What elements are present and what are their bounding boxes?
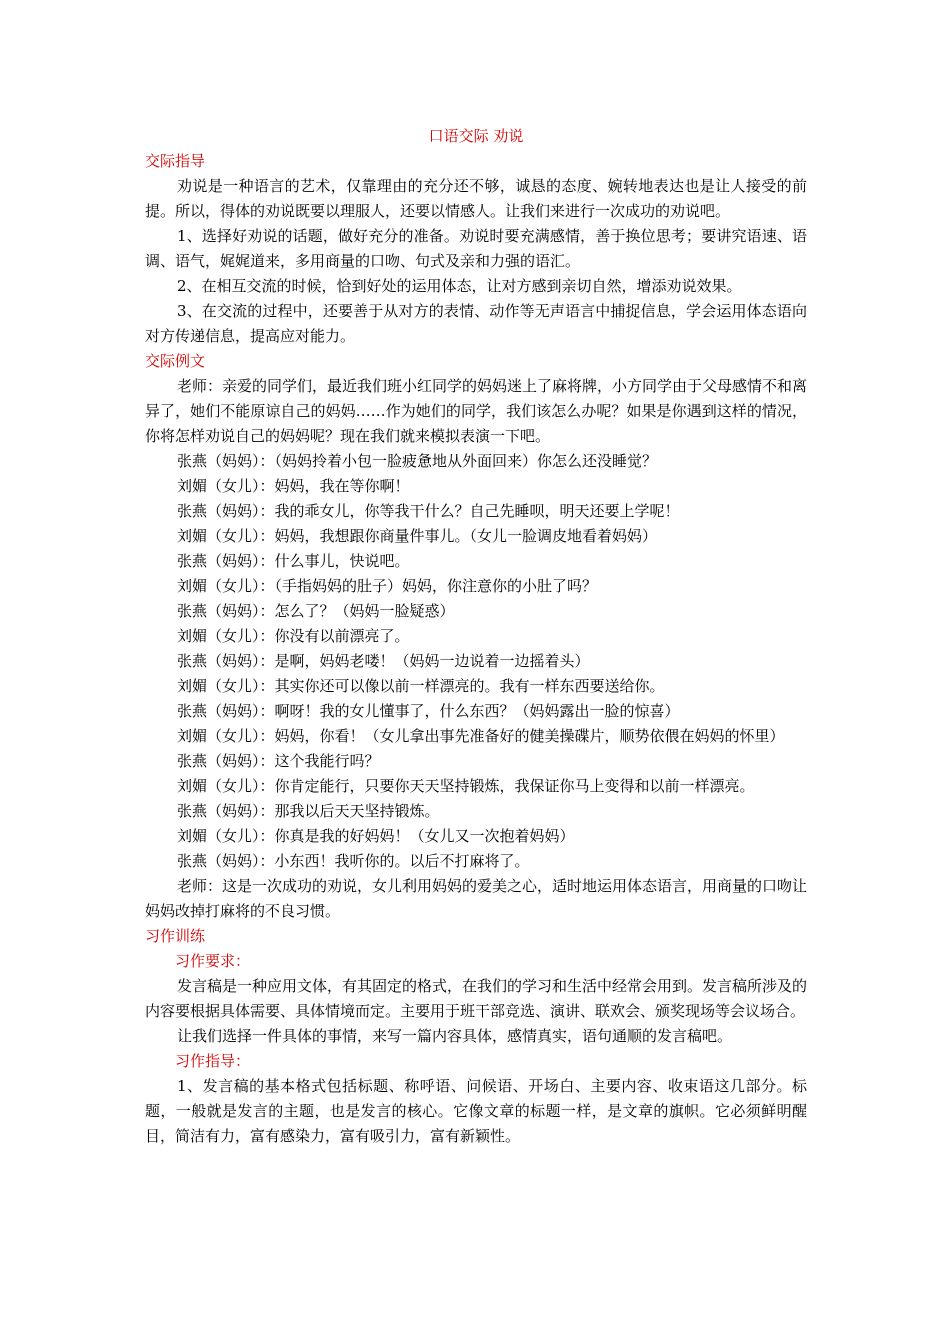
document-title: 口语交际 劝说 (428, 127, 524, 145)
dialogue-line: 张燕（妈妈）：怎么了？（妈妈一脸疑惑） (177, 602, 455, 620)
section-heading-writing: 习作训练 (145, 927, 206, 945)
document-page (145, 124, 807, 1149)
paragraph: 让我们选择一件具体的事情，来写一篇内容具体，感情真实，语句通顺的发言稿吧。 (177, 1027, 733, 1045)
teacher-conclusion: 老师：这是一次成功的劝说，女儿利用妈妈的爱美之心，适时地运用体态语言，用商量的口吻让妈妈改掉打麻将的不良习惯。 (145, 877, 808, 920)
dialogue-line: 张燕（妈妈）：（妈妈拎着小包一脸疲惫地从外面回来）你怎么还没睡觉？ (177, 452, 658, 470)
dialogue-line: 张燕（妈妈）：小东西！我听你的。以后不打麻将了。 (177, 852, 530, 870)
dialogue-line: 刘媚（女儿）：妈妈，我想跟你商量件事儿。（女儿一脸调皮地看着妈妈） (177, 527, 658, 545)
dialogue-line: 刘媚（女儿）：你真是我的好妈妈！（女儿又一次抱着妈妈） (177, 827, 575, 845)
paragraph: 1、发言稿的基本格式包括标题、称呼语、问候语、开场白、主要内容、收束语这几部分。标题，一般就是发言的主题，也是发言的核心。它像文章的标题一样，是文章的旗帜。它必须鲜明醒目，简洁有力，富有感染力，富有吸引力，富有新颖性。 (145, 1077, 807, 1145)
section-heading-example: 交际例文 (145, 352, 206, 370)
dialogue-line: 张燕（妈妈）：啊呀！我的女儿懂事了，什么东西？（妈妈露出一脸的惊喜） (177, 702, 680, 720)
dialogue-line: 刘媚（女儿）：妈妈，你看！（女儿拿出事先准备好的健美操碟片，顺势依偎在妈妈的怀里） (177, 727, 785, 745)
dialogue-line: 刘媚（女儿）：妈妈，我在等你啊！ (177, 477, 410, 495)
dialogue-line: 张燕（妈妈）：什么事儿，快说吧。 (177, 552, 410, 570)
dialogue-line: 张燕（妈妈）：那我以后天天坚持锻炼。 (177, 802, 440, 820)
subheading-guidance: 习作指导： (175, 1052, 251, 1070)
section-heading-guidance: 交际指导 (145, 152, 206, 170)
paragraph: 发言稿是一种应用文体，有其固定的格式，在我们的学习和生活中经常会用到。发言稿所涉及的内容要根据具体需要、具体情境而定。主要用于班干部竞选、演讲、联欢会、颁奖现场等会议场合。 (145, 977, 808, 1020)
paragraph: 1、选择好劝说的话题，做好充分的准备。劝说时要充满感情，善于换位思考；要讲究语速、语调、语气，娓娓道来，多用商量的口吻、句式及亲和力强的语汇。 (145, 227, 807, 270)
paragraph: 2、在相互交流的时候，恰到好处的运用体态，让对方感到亲切自然，增添劝说效果。 (177, 277, 742, 295)
paragraph: 3、在交流的过程中，还要善于从对方的表情、动作等无声语言中捕捉信息，学会运用体态语向对方传递信息，提高应对能力。 (145, 302, 807, 345)
dialogue-line: 刘媚（女儿）：其实你还可以像以前一样漂亮的。我有一样东西要送给你。 (177, 677, 665, 695)
dialogue-line: 刘媚（女儿）：（手指妈妈的肚子）妈妈，你注意你的小肚了吗？ (177, 577, 598, 595)
dialogue-line: 刘媚（女儿）：你没有以前漂亮了。 (177, 627, 410, 645)
dialogue-line: 张燕（妈妈）：这个我能行吗？ (177, 752, 380, 770)
dialogue-line: 刘媚（女儿）：你肯定能行，只要你天天坚持锻炼，我保证你马上变得和以前一样漂亮。 (177, 777, 755, 795)
dialogue-line: 张燕（妈妈）：我的乖女儿，你等我干什么？自己先睡呗，明天还要上学呢！ (177, 502, 680, 520)
teacher-intro: 老师：亲爱的同学们，最近我们班小红同学的妈妈迷上了麻将牌，小方同学由于父母感情不和离异了，她们不能原谅自己的妈妈……作为她们的同学，我们该怎么办呢？如果是你遇到这样的情况，你将怎样劝说自己的妈妈呢？现在我们就来模拟表演一下吧。 (145, 377, 808, 445)
subheading-requirements: 习作要求： (175, 952, 251, 970)
dialogue-line: 张燕（妈妈）：是啊，妈妈老喽！（妈妈一边说着一边摇着头） (177, 652, 590, 670)
paragraph: 劝说是一种语言的艺术，仅靠理由的充分还不够，诚恳的态度、婉转地表达也是让人接受的前提。所以，得体的劝说既要以理服人，还要以情感人。让我们来进行一次成功的劝说吧。 (145, 177, 807, 220)
